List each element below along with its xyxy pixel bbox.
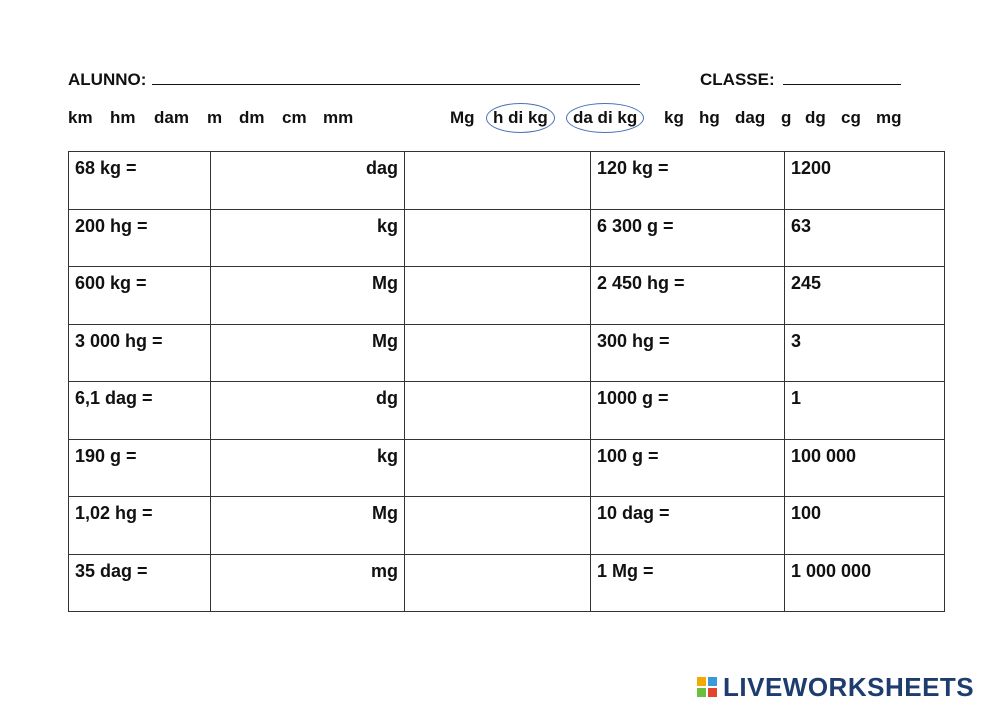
right-expression: 10 dag = <box>591 497 785 555</box>
spacer-cell <box>405 324 591 382</box>
left-expression: 68 kg = <box>69 152 211 210</box>
student-label: ALUNNO: <box>68 70 147 89</box>
table-row <box>69 324 945 382</box>
right-answer[interactable]: 1 <box>785 382 945 440</box>
logo-block <box>697 677 706 686</box>
table-row <box>69 152 945 210</box>
right-answer[interactable]: 1 000 000 <box>785 554 945 612</box>
left-expression: 1,02 hg = <box>69 497 211 555</box>
left-expression: 200 hg = <box>69 209 211 267</box>
table-row <box>69 554 945 612</box>
left-expression: 190 g = <box>69 439 211 497</box>
right-answer[interactable]: 245 <box>785 267 945 325</box>
left-answer-unit[interactable]: Mg <box>211 267 405 325</box>
spacer-cell <box>405 267 591 325</box>
logo-blocks-icon <box>697 677 717 697</box>
unit-mass-circled: h di kg <box>486 103 555 133</box>
unit-mass-circled: da di kg <box>566 103 644 133</box>
unit-mass: Mg <box>450 108 475 127</box>
unit-mass: cg <box>841 108 861 127</box>
class-label: CLASSE: <box>700 70 775 89</box>
unit-length: cm <box>282 108 307 127</box>
unit-mass: hg <box>699 108 720 127</box>
left-expression: 35 dag = <box>69 554 211 612</box>
unit-mass: kg <box>664 108 684 127</box>
unit-length: km <box>68 108 93 127</box>
right-expression: 6 300 g = <box>591 209 785 267</box>
table-row <box>69 382 945 440</box>
class-field <box>700 70 901 90</box>
left-expression: 3 000 hg = <box>69 324 211 382</box>
right-expression: 120 kg = <box>591 152 785 210</box>
unit-mass: dg <box>805 108 826 127</box>
unit-mass: mg <box>876 108 902 127</box>
unit-length: hm <box>110 108 136 127</box>
left-answer-unit[interactable]: kg <box>211 209 405 267</box>
logo-text: LIVEWORKSHEETS <box>723 671 975 702</box>
conversion-table <box>68 151 945 612</box>
left-expression: 600 kg = <box>69 267 211 325</box>
right-expression: 100 g = <box>591 439 785 497</box>
spacer-cell <box>405 554 591 612</box>
right-expression: 2 450 hg = <box>591 267 785 325</box>
unit-mass: g <box>781 108 792 127</box>
spacer-cell <box>405 439 591 497</box>
spacer-cell <box>405 497 591 555</box>
left-answer-unit[interactable]: kg <box>211 439 405 497</box>
spacer-cell <box>405 209 591 267</box>
table-row <box>69 497 945 555</box>
left-answer-unit[interactable]: Mg <box>211 497 405 555</box>
right-answer[interactable]: 1200 <box>785 152 945 210</box>
right-expression: 1 Mg = <box>591 554 785 612</box>
right-answer[interactable]: 100 000 <box>785 439 945 497</box>
right-answer[interactable]: 3 <box>785 324 945 382</box>
unit-length: dm <box>239 108 265 127</box>
left-expression: 6,1 dag = <box>69 382 211 440</box>
unit-length: dam <box>154 108 189 127</box>
table-row <box>69 439 945 497</box>
logo-block <box>708 688 717 697</box>
student-name-line[interactable] <box>152 70 640 85</box>
logo-block <box>697 688 706 697</box>
left-answer-unit[interactable]: Mg <box>211 324 405 382</box>
left-answer-unit[interactable]: dag <box>211 152 405 210</box>
liveworksheets-logo <box>697 673 974 701</box>
table-row <box>69 209 945 267</box>
table-row <box>69 267 945 325</box>
unit-mass: dag <box>735 108 766 127</box>
unit-length: mm <box>323 108 354 127</box>
left-answer-unit[interactable]: mg <box>211 554 405 612</box>
unit-length: m <box>207 108 223 127</box>
right-expression: 1000 g = <box>591 382 785 440</box>
left-answer-unit[interactable]: dg <box>211 382 405 440</box>
right-answer[interactable]: 100 <box>785 497 945 555</box>
class-line[interactable] <box>783 70 901 85</box>
right-answer[interactable]: 63 <box>785 209 945 267</box>
logo-block <box>708 677 717 686</box>
spacer-cell <box>405 152 591 210</box>
spacer-cell <box>405 382 591 440</box>
student-name-field <box>68 70 640 90</box>
right-expression: 300 hg = <box>591 324 785 382</box>
